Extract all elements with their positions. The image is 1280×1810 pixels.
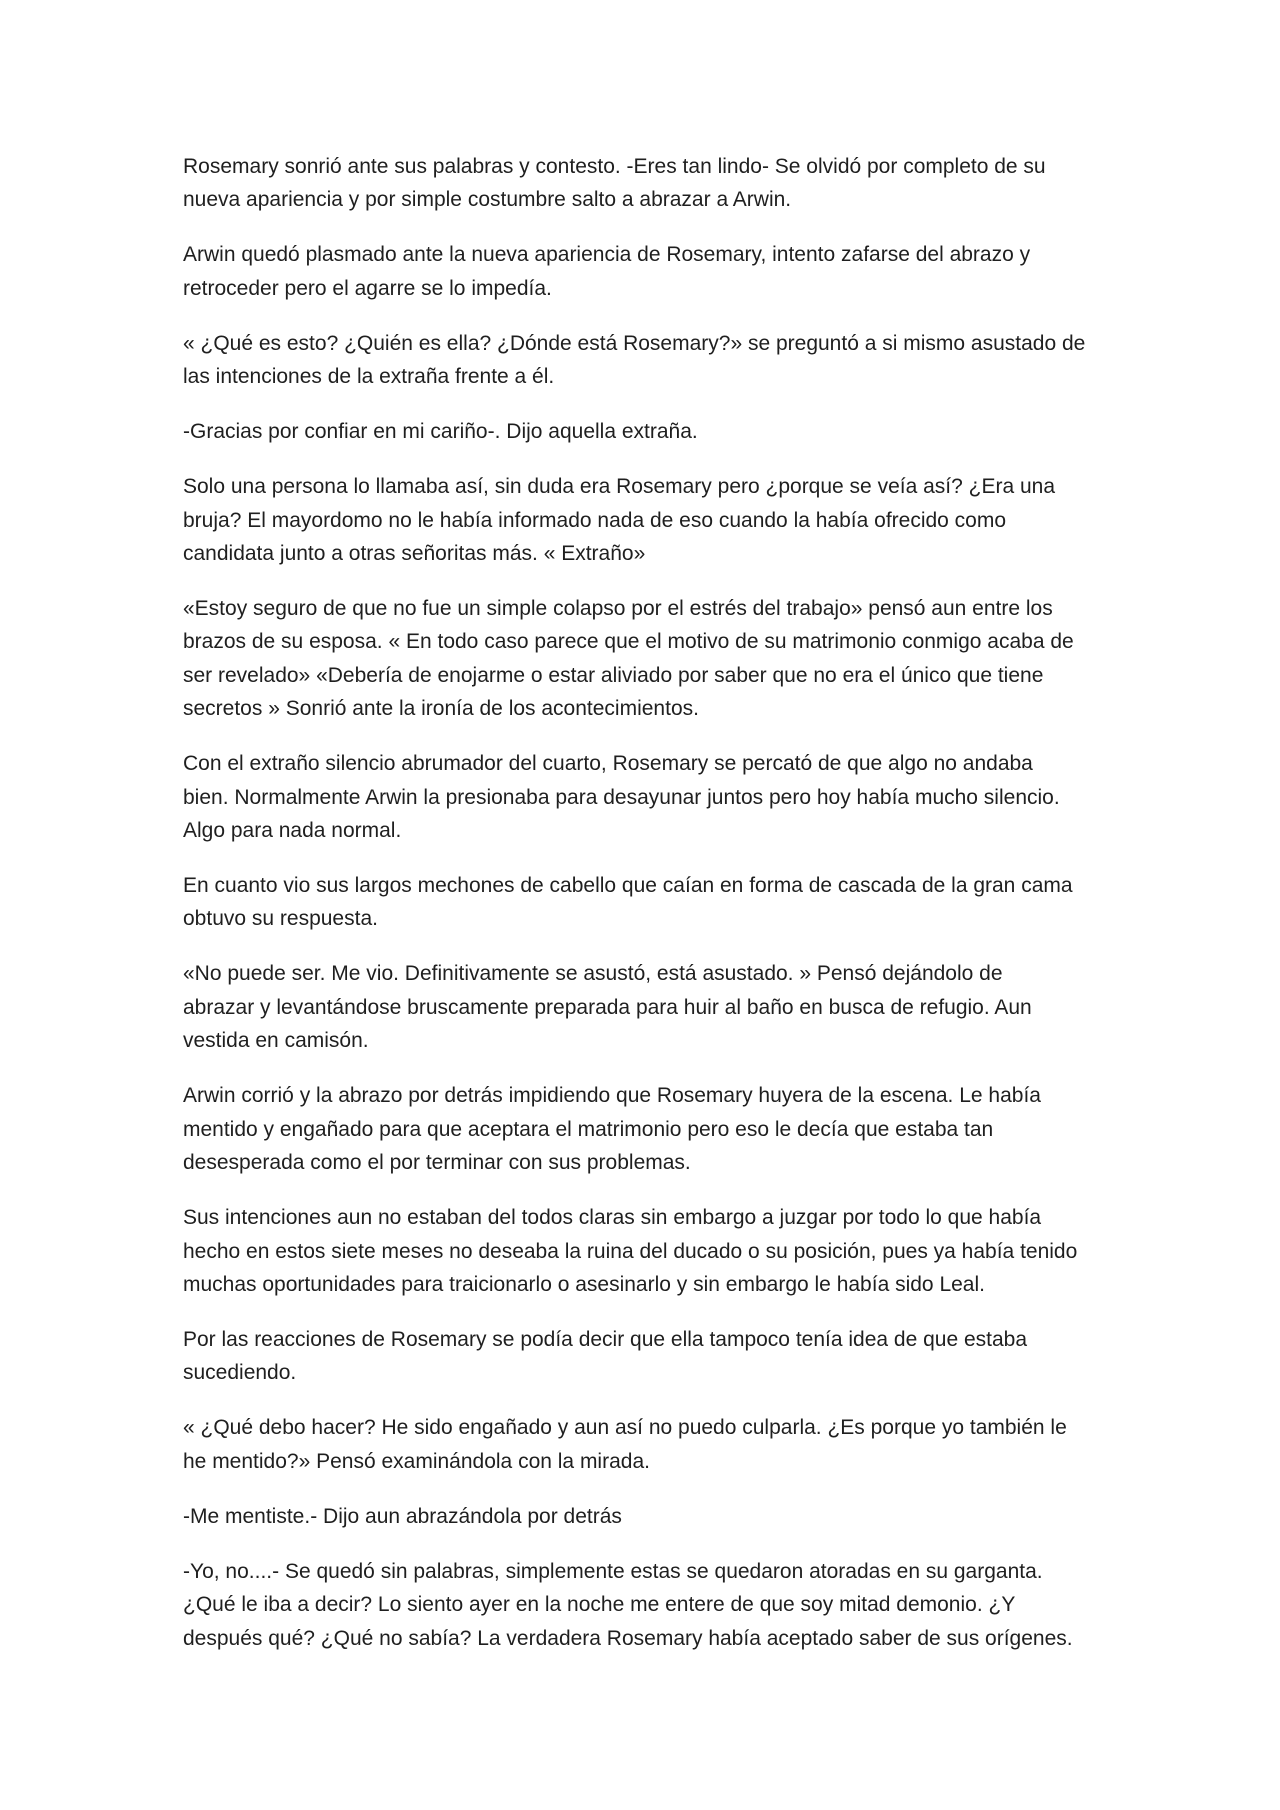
text-line: hecho en estos siete meses no deseaba la ruina del ducado o su posición, pues ya había tenido: [183, 1239, 1078, 1263]
text-line: he mentido?» Pensó examinándola con la mirada.: [183, 1449, 650, 1473]
text-line: brazos de su esposa. « En todo caso parece que el motivo de su matrimonio conmigo acaba de: [183, 630, 1074, 654]
text-line: muchas oportunidades para traicionarlo o asesinarlo y sin embargo le había sido Leal.: [183, 1272, 985, 1296]
text-line: desesperada como el por terminar con sus problemas.: [183, 1151, 691, 1175]
text-line: mentido y engañado para que aceptara el matrimonio pero eso le decía que estaba tan: [183, 1117, 994, 1141]
text-line: candidata junto a otras señoritas más. « Extraño»: [183, 542, 646, 566]
paragraph: [183, 1201, 1098, 1301]
text-line: Arwin corrió y la abrazo por detrás impidiendo que Rosemary huyera de la escena. Le había: [183, 1084, 1041, 1108]
document-body: [183, 150, 1098, 1677]
text-line: Solo una persona lo llamaba así, sin duda era Rosemary pero ¿porque se veía así? ¿Era una: [183, 475, 1056, 499]
text-line: sucediendo.: [183, 1361, 297, 1385]
paragraph: [183, 592, 1098, 726]
text-line: -Gracias por confiar en mi cariño-. Dijo aquella extraña.: [183, 420, 698, 444]
text-line: bruja? El mayordomo no le había informado nada de eso cuando la había ofrecido como: [183, 508, 1007, 532]
text-line: Sus intenciones aun no estaban del todos claras sin embargo a juzgar por todo lo que había: [183, 1206, 1042, 1230]
text-line: Por las reacciones de Rosemary se podía decir que ella tampoco tenía idea de que estaba: [183, 1327, 1028, 1351]
text-line: retroceder pero el agarre se lo impedía.: [183, 276, 552, 300]
text-line: «Estoy seguro de que no fue un simple colapso por el estrés del trabajo» pensó aun entre los: [183, 597, 1053, 621]
text-line: obtuvo su respuesta.: [183, 907, 378, 931]
text-line: secretos » Sonrió ante la ironía de los acontecimientos.: [183, 697, 699, 721]
paragraph: [183, 1411, 1098, 1478]
text-line: Rosemary sonrió ante sus palabras y contesto. -Eres tan lindo- Se olvidó por completo de su: [183, 155, 1046, 178]
paragraph: [183, 1555, 1098, 1655]
text-line: -Me mentiste.- Dijo aun abrazándola por detrás: [183, 1504, 622, 1528]
paragraph: [183, 415, 1098, 448]
text-line: bien. Normalmente Arwin la presionaba para desayunar juntos pero hoy había mucho silencio.: [183, 785, 1060, 809]
paragraph: [183, 1079, 1098, 1179]
text-line: Arwin quedó plasmado ante la nueva apariencia de Rosemary, intento zafarse del abrazo y: [183, 243, 1031, 267]
text-line: -Yo, no....- Se quedó sin palabras, simplemente estas se quedaron atoradas en su garganta.: [183, 1559, 1043, 1583]
paragraph: [183, 327, 1098, 394]
text-line: las intenciones de la extraña frente a él.: [183, 365, 555, 389]
text-line: « ¿Qué debo hacer? He sido engañado y aun así no puedo culparla. ¿Es porque yo también le: [183, 1416, 1067, 1440]
paragraph: [183, 747, 1098, 847]
paragraph: [183, 957, 1098, 1057]
text-line: ¿Qué le iba a decir? Lo siento ayer en la noche me entere de que soy mitad demonio. ¿Y: [183, 1593, 1016, 1617]
text-line: ser revelado» «Debería de enojarme o estar aliviado por saber que no era el único que tiene: [183, 663, 1044, 687]
paragraph: [183, 238, 1098, 305]
paragraph: [183, 150, 1098, 217]
text-line: Algo para nada normal.: [183, 819, 402, 843]
paragraph: [183, 869, 1098, 936]
paragraph: [183, 1500, 1098, 1533]
text-line: Con el extraño silencio abrumador del cuarto, Rosemary se percató de que algo no andaba: [183, 752, 1033, 776]
text-line: « ¿Qué es esto? ¿Quién es ella? ¿Dónde está Rosemary?» se preguntó a si mismo asustado de: [183, 331, 1086, 355]
text-line: «No puede ser. Me vio. Definitivamente se asustó, está asustado. » Pensó dejándolo de: [183, 962, 1003, 986]
text-line: después qué? ¿Qué no sabía? La verdadera Rosemary había aceptado saber de sus orígenes.: [183, 1626, 1073, 1650]
paragraph: [183, 470, 1098, 570]
paragraph: [183, 1323, 1098, 1390]
text-line: vestida en camisón.: [183, 1029, 369, 1053]
text-line: abrazar y levantándose bruscamente preparada para huir al baño en busca de refugio. Aun: [183, 995, 1032, 1019]
text-line: En cuanto vio sus largos mechones de cabello que caían en forma de cascada de la gran cama: [183, 874, 1073, 898]
text-line: nueva apariencia y por simple costumbre salto a abrazar a Arwin.: [183, 188, 792, 212]
